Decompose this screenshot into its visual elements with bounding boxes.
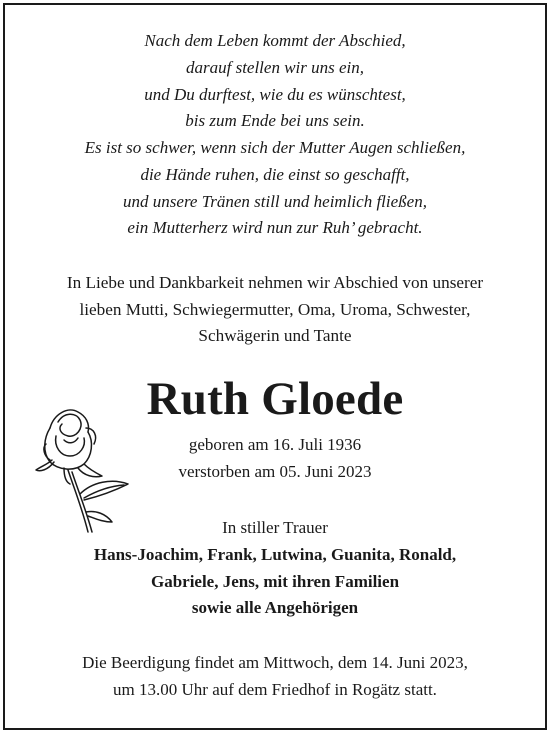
mourners-line-3: sowie alle Angehörigen [191, 598, 359, 617]
deceased-name: Ruth Gloede [146, 373, 404, 425]
mourners-line-1: Hans-Joachim, Frank, Lutwina, Guanita, Ronald, [93, 545, 457, 564]
intro-line-2: lieben Mutti, Schwiegermutter, Oma, Uroma, Schwester, [79, 300, 471, 319]
funeral-line-1: Die Beerdigung findet am Mittwoch, dem 14. Juni 2023, [82, 653, 468, 672]
poem-line-1: Nach dem Leben kommt der Abschied, [144, 31, 406, 50]
intro-line-3: Schwägerin und Tante [198, 326, 352, 345]
funeral-line-2: um 13.00 Uhr auf dem Friedhof in Rogätz statt. [113, 680, 437, 699]
intro-line-1: In Liebe und Dankbarkeit nehmen wir Abschied von unserer [66, 273, 484, 292]
poem-line-5: Es ist so schwer, wenn sich der Mutter Augen schließen, [84, 138, 466, 157]
mourners-line-2: Gabriele, Jens, mit ihren Familien [150, 572, 400, 591]
mourners-heading: In stiller Trauer [222, 518, 328, 537]
poem-line-4: bis zum Ende bei uns sein. [185, 111, 365, 130]
birth-date: geboren am 16. Juli 1936 [188, 435, 362, 454]
poem-line-2: darauf stellen wir uns ein, [185, 58, 365, 77]
poem-line-8: ein Mutterherz wird nun zur Ruh’ gebracht. [127, 218, 423, 237]
death-date: verstorben am 05. Juni 2023 [178, 462, 372, 481]
poem-line-6: die Hände ruhen, die einst so geschafft, [140, 165, 410, 184]
poem-line-7: und unsere Tränen still und heimlich fließen, [123, 192, 427, 211]
poem-line-3: und Du durftest, wie du es wünschtest, [144, 85, 406, 104]
